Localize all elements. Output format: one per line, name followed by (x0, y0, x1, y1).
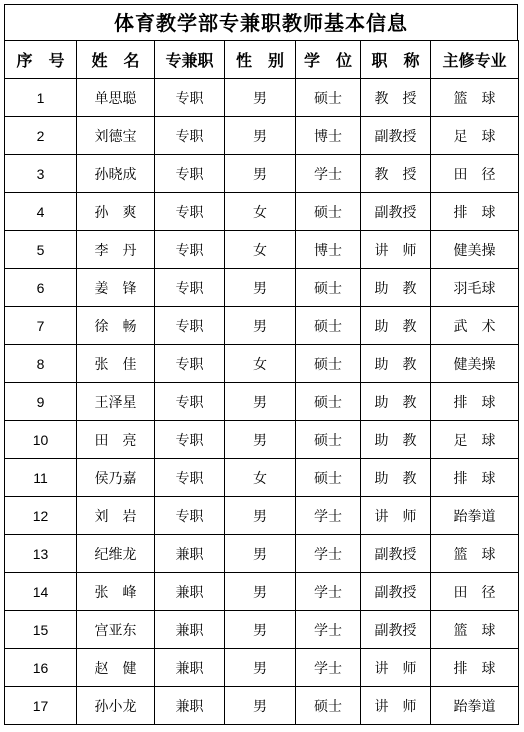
cell-degree: 博士 (296, 231, 361, 269)
cell-gender: 男 (225, 611, 296, 649)
table-row (5, 345, 519, 383)
cell-gender: 男 (225, 269, 296, 307)
table-row (5, 535, 519, 573)
cell-title: 助 教 (361, 383, 431, 421)
header-major: 主修专业 (431, 41, 519, 79)
cell-major: 田 径 (431, 155, 519, 193)
cell-name: 姜 锋 (77, 269, 155, 307)
cell-name: 侯乃嘉 (77, 459, 155, 497)
cell-degree: 学士 (296, 649, 361, 687)
table-row (5, 155, 519, 193)
cell-degree: 学士 (296, 611, 361, 649)
cell-name: 田 亮 (77, 421, 155, 459)
cell-gender: 男 (225, 307, 296, 345)
cell-employment-type: 专职 (155, 307, 225, 345)
cell-index: 17 (5, 687, 77, 725)
cell-title: 助 教 (361, 421, 431, 459)
cell-name: 张 峰 (77, 573, 155, 611)
cell-index: 9 (5, 383, 77, 421)
cell-title: 讲 师 (361, 231, 431, 269)
cell-gender: 女 (225, 193, 296, 231)
cell-index: 3 (5, 155, 77, 193)
table-row (5, 307, 519, 345)
cell-degree: 学士 (296, 155, 361, 193)
cell-major: 健美操 (431, 345, 519, 383)
cell-gender: 男 (225, 117, 296, 155)
table-row (5, 269, 519, 307)
table-row (5, 687, 519, 725)
sheet-title: 体育教学部专兼职教师基本信息 (4, 4, 518, 40)
cell-major: 篮 球 (431, 535, 519, 573)
cell-major: 足 球 (431, 117, 519, 155)
table-row (5, 421, 519, 459)
staff-table (4, 40, 519, 725)
cell-title: 副教授 (361, 611, 431, 649)
cell-employment-type: 专职 (155, 497, 225, 535)
cell-name: 纪维龙 (77, 535, 155, 573)
table-row (5, 231, 519, 269)
cell-employment-type: 专职 (155, 459, 225, 497)
cell-major: 篮 球 (431, 611, 519, 649)
cell-employment-type: 兼职 (155, 649, 225, 687)
cell-gender: 男 (225, 421, 296, 459)
cell-index: 12 (5, 497, 77, 535)
cell-index: 11 (5, 459, 77, 497)
cell-employment-type: 专职 (155, 231, 225, 269)
cell-gender: 男 (225, 497, 296, 535)
cell-major: 排 球 (431, 193, 519, 231)
cell-title: 讲 师 (361, 649, 431, 687)
header-gender: 性 别 (225, 41, 296, 79)
table-row (5, 497, 519, 535)
cell-degree: 学士 (296, 497, 361, 535)
cell-employment-type: 专职 (155, 193, 225, 231)
cell-degree: 学士 (296, 535, 361, 573)
cell-index: 8 (5, 345, 77, 383)
cell-major: 篮 球 (431, 79, 519, 117)
cell-name: 孙 爽 (77, 193, 155, 231)
cell-degree: 博士 (296, 117, 361, 155)
cell-index: 15 (5, 611, 77, 649)
cell-major: 健美操 (431, 231, 519, 269)
table-row (5, 383, 519, 421)
cell-title: 副教授 (361, 573, 431, 611)
cell-title: 副教授 (361, 117, 431, 155)
cell-title: 讲 师 (361, 687, 431, 725)
table-row (5, 573, 519, 611)
cell-title: 助 教 (361, 269, 431, 307)
cell-title: 教 授 (361, 79, 431, 117)
cell-major: 跆拳道 (431, 687, 519, 725)
cell-index: 14 (5, 573, 77, 611)
cell-employment-type: 兼职 (155, 535, 225, 573)
cell-employment-type: 专职 (155, 383, 225, 421)
cell-title: 副教授 (361, 193, 431, 231)
cell-employment-type: 兼职 (155, 573, 225, 611)
table-row (5, 193, 519, 231)
header-index: 序 号 (5, 41, 77, 79)
header-row (5, 41, 519, 79)
cell-gender: 男 (225, 573, 296, 611)
cell-degree: 硕士 (296, 79, 361, 117)
cell-major: 排 球 (431, 383, 519, 421)
cell-name: 孙晓成 (77, 155, 155, 193)
header-name: 姓 名 (77, 41, 155, 79)
cell-major: 排 球 (431, 649, 519, 687)
cell-degree: 硕士 (296, 269, 361, 307)
cell-gender: 男 (225, 649, 296, 687)
cell-degree: 硕士 (296, 459, 361, 497)
cell-name: 孙小龙 (77, 687, 155, 725)
cell-major: 跆拳道 (431, 497, 519, 535)
cell-index: 10 (5, 421, 77, 459)
cell-name: 宫亚东 (77, 611, 155, 649)
header-degree: 学 位 (296, 41, 361, 79)
cell-name: 单思聪 (77, 79, 155, 117)
cell-employment-type: 兼职 (155, 611, 225, 649)
cell-gender: 男 (225, 155, 296, 193)
cell-title: 讲 师 (361, 497, 431, 535)
header-employment-type: 专兼职 (155, 41, 225, 79)
cell-title: 助 教 (361, 345, 431, 383)
cell-name: 刘德宝 (77, 117, 155, 155)
table-row (5, 459, 519, 497)
cell-name: 李 丹 (77, 231, 155, 269)
cell-major: 武 术 (431, 307, 519, 345)
cell-index: 4 (5, 193, 77, 231)
cell-title: 副教授 (361, 535, 431, 573)
cell-gender: 女 (225, 459, 296, 497)
cell-index: 5 (5, 231, 77, 269)
cell-gender: 男 (225, 383, 296, 421)
cell-name: 赵 健 (77, 649, 155, 687)
cell-degree: 硕士 (296, 193, 361, 231)
cell-degree: 硕士 (296, 383, 361, 421)
cell-index: 6 (5, 269, 77, 307)
cell-index: 13 (5, 535, 77, 573)
cell-gender: 女 (225, 231, 296, 269)
cell-employment-type: 兼职 (155, 687, 225, 725)
cell-name: 徐 畅 (77, 307, 155, 345)
cell-title: 教 授 (361, 155, 431, 193)
cell-index: 16 (5, 649, 77, 687)
table-row (5, 117, 519, 155)
cell-degree: 硕士 (296, 307, 361, 345)
cell-name: 刘 岩 (77, 497, 155, 535)
cell-gender: 男 (225, 79, 296, 117)
cell-major: 田 径 (431, 573, 519, 611)
cell-gender: 女 (225, 345, 296, 383)
cell-major: 足 球 (431, 421, 519, 459)
cell-title: 助 教 (361, 307, 431, 345)
cell-degree: 学士 (296, 573, 361, 611)
cell-employment-type: 专职 (155, 269, 225, 307)
cell-index: 1 (5, 79, 77, 117)
cell-major: 排 球 (431, 459, 519, 497)
header-title: 职 称 (361, 41, 431, 79)
cell-index: 2 (5, 117, 77, 155)
cell-index: 7 (5, 307, 77, 345)
cell-employment-type: 专职 (155, 117, 225, 155)
cell-employment-type: 专职 (155, 79, 225, 117)
cell-major: 羽毛球 (431, 269, 519, 307)
cell-degree: 硕士 (296, 345, 361, 383)
cell-gender: 男 (225, 687, 296, 725)
cell-gender: 男 (225, 535, 296, 573)
table-row (5, 649, 519, 687)
cell-degree: 硕士 (296, 687, 361, 725)
table-body (5, 79, 519, 725)
cell-name: 张 佳 (77, 345, 155, 383)
cell-employment-type: 专职 (155, 421, 225, 459)
cell-employment-type: 专职 (155, 345, 225, 383)
table-row (5, 79, 519, 117)
table-row (5, 611, 519, 649)
cell-employment-type: 专职 (155, 155, 225, 193)
cell-name: 王泽星 (77, 383, 155, 421)
staff-info-sheet (4, 4, 518, 728)
cell-title: 助 教 (361, 459, 431, 497)
cell-degree: 硕士 (296, 421, 361, 459)
